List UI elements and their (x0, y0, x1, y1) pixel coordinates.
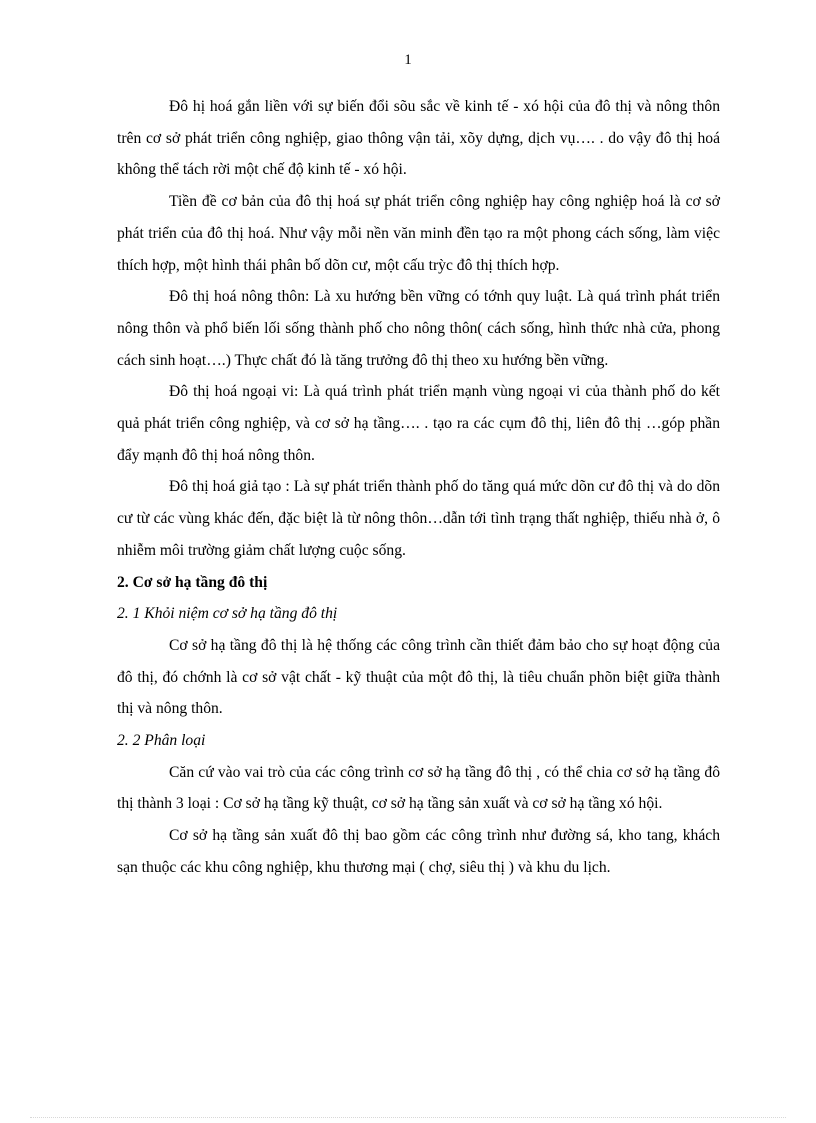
paragraph-peripheral-urbanization: Đô thị hoá ngoại vi: Là quá trình phát triển mạnh vùng ngoại vi của thành phố do kết quả phát triển công nghiệp, và cơ sở hạ tầng…. . tạo ra các cụm đô thị, liên đô thị …góp phần đẩy mạnh đô thị hoá nông thôn. (117, 383, 720, 464)
paragraph-infrastructure-concept: Cơ sở hạ tầng đô thị là hệ thống các công trình cần thiết đảm bảo cho sự hoạt động của đô thị, đó chớnh là cơ sở vật chất - kỹ thuật của một đô thị, là tiêu chuẩn phõn biệt giữa thành thị và nông thôn. (117, 636, 720, 718)
paragraph-classification: Căn cứ vào vai trò của các công trình cơ sở hạ tầng đô thị , có thể chia cơ sở hạ tầng đô thị thành 3 loại : Cơ sở hạ tầng kỹ thuật, cơ sở hạ tầng sản xuất và cơ sở hạ tầng xó hội. (117, 763, 720, 813)
document-body (117, 91, 720, 884)
paragraph-pseudo-urbanization: Đô thị hoá giả tạo : Là sự phát triển thành phố do tăng quá mức dõn cư đô thị và do dõn cư từ các vùng khác đến, đặc biệt là từ nông thôn…dẫn tới tình trạng thất nghiệp, thiếu nhà ở, ô nhiễm môi trường giảm chất lượng cuộc sống. (117, 478, 720, 559)
paragraph-rural-urbanization: Đô thị hoá nông thôn: Là xu hướng bền vững có tớnh quy luật. Là quá trình phát triển nông thôn và phổ biến lối sống thành phố cho nông thôn( cách sống, hình thức nhà cửa, phong cách sinh hoạt….) Thực chất đó là tăng trưởng đô thị theo xu hướng bền vững. (117, 288, 720, 369)
subsection-heading-concept: 2. 1 Khỏi niệm cơ sở hạ tầng đô thị (117, 605, 338, 623)
section-heading: 2. Cơ sở hạ tầng đô thị (117, 573, 268, 591)
paragraph-urbanization-intro: Đô hị hoá gắn liền với sự biến đổi sõu sắc về kinh tế - xó hội của đô thị và nông thôn trên cơ sở phát triển công nghiệp, giao thông vận tải, xõy dựng, dịch vụ…. . do vậy đô thị hoá không thể tách rời một chế độ kinh tế - xó hội. (117, 98, 720, 179)
subsection-heading-classification: 2. 2 Phân loại (117, 732, 206, 750)
paragraph-production-infrastructure: Cơ sở hạ tầng sản xuất đô thị bao gồm các công trình như đường sá, kho tang, khách sạn thuộc các khu công nghiệp, khu thương mại ( chợ, siêu thị ) và khu du lịch. (117, 827, 720, 876)
paragraph-urbanization-premise: Tiền đề cơ bản của đô thị hoá sự phát triển công nghiệp hay công nghiệp hoá là cơ sở phát triển của đô thị hoá. Như vậy mỗi nền văn minh đền tạo ra một phong cách sống, làm việc thích hợp, một hình thái phân bố dõn cư, một cấu trỳc đô thị thích hợp. (117, 193, 720, 274)
page-number: 1 (404, 52, 412, 68)
page-bottom-divider (30, 1117, 786, 1118)
